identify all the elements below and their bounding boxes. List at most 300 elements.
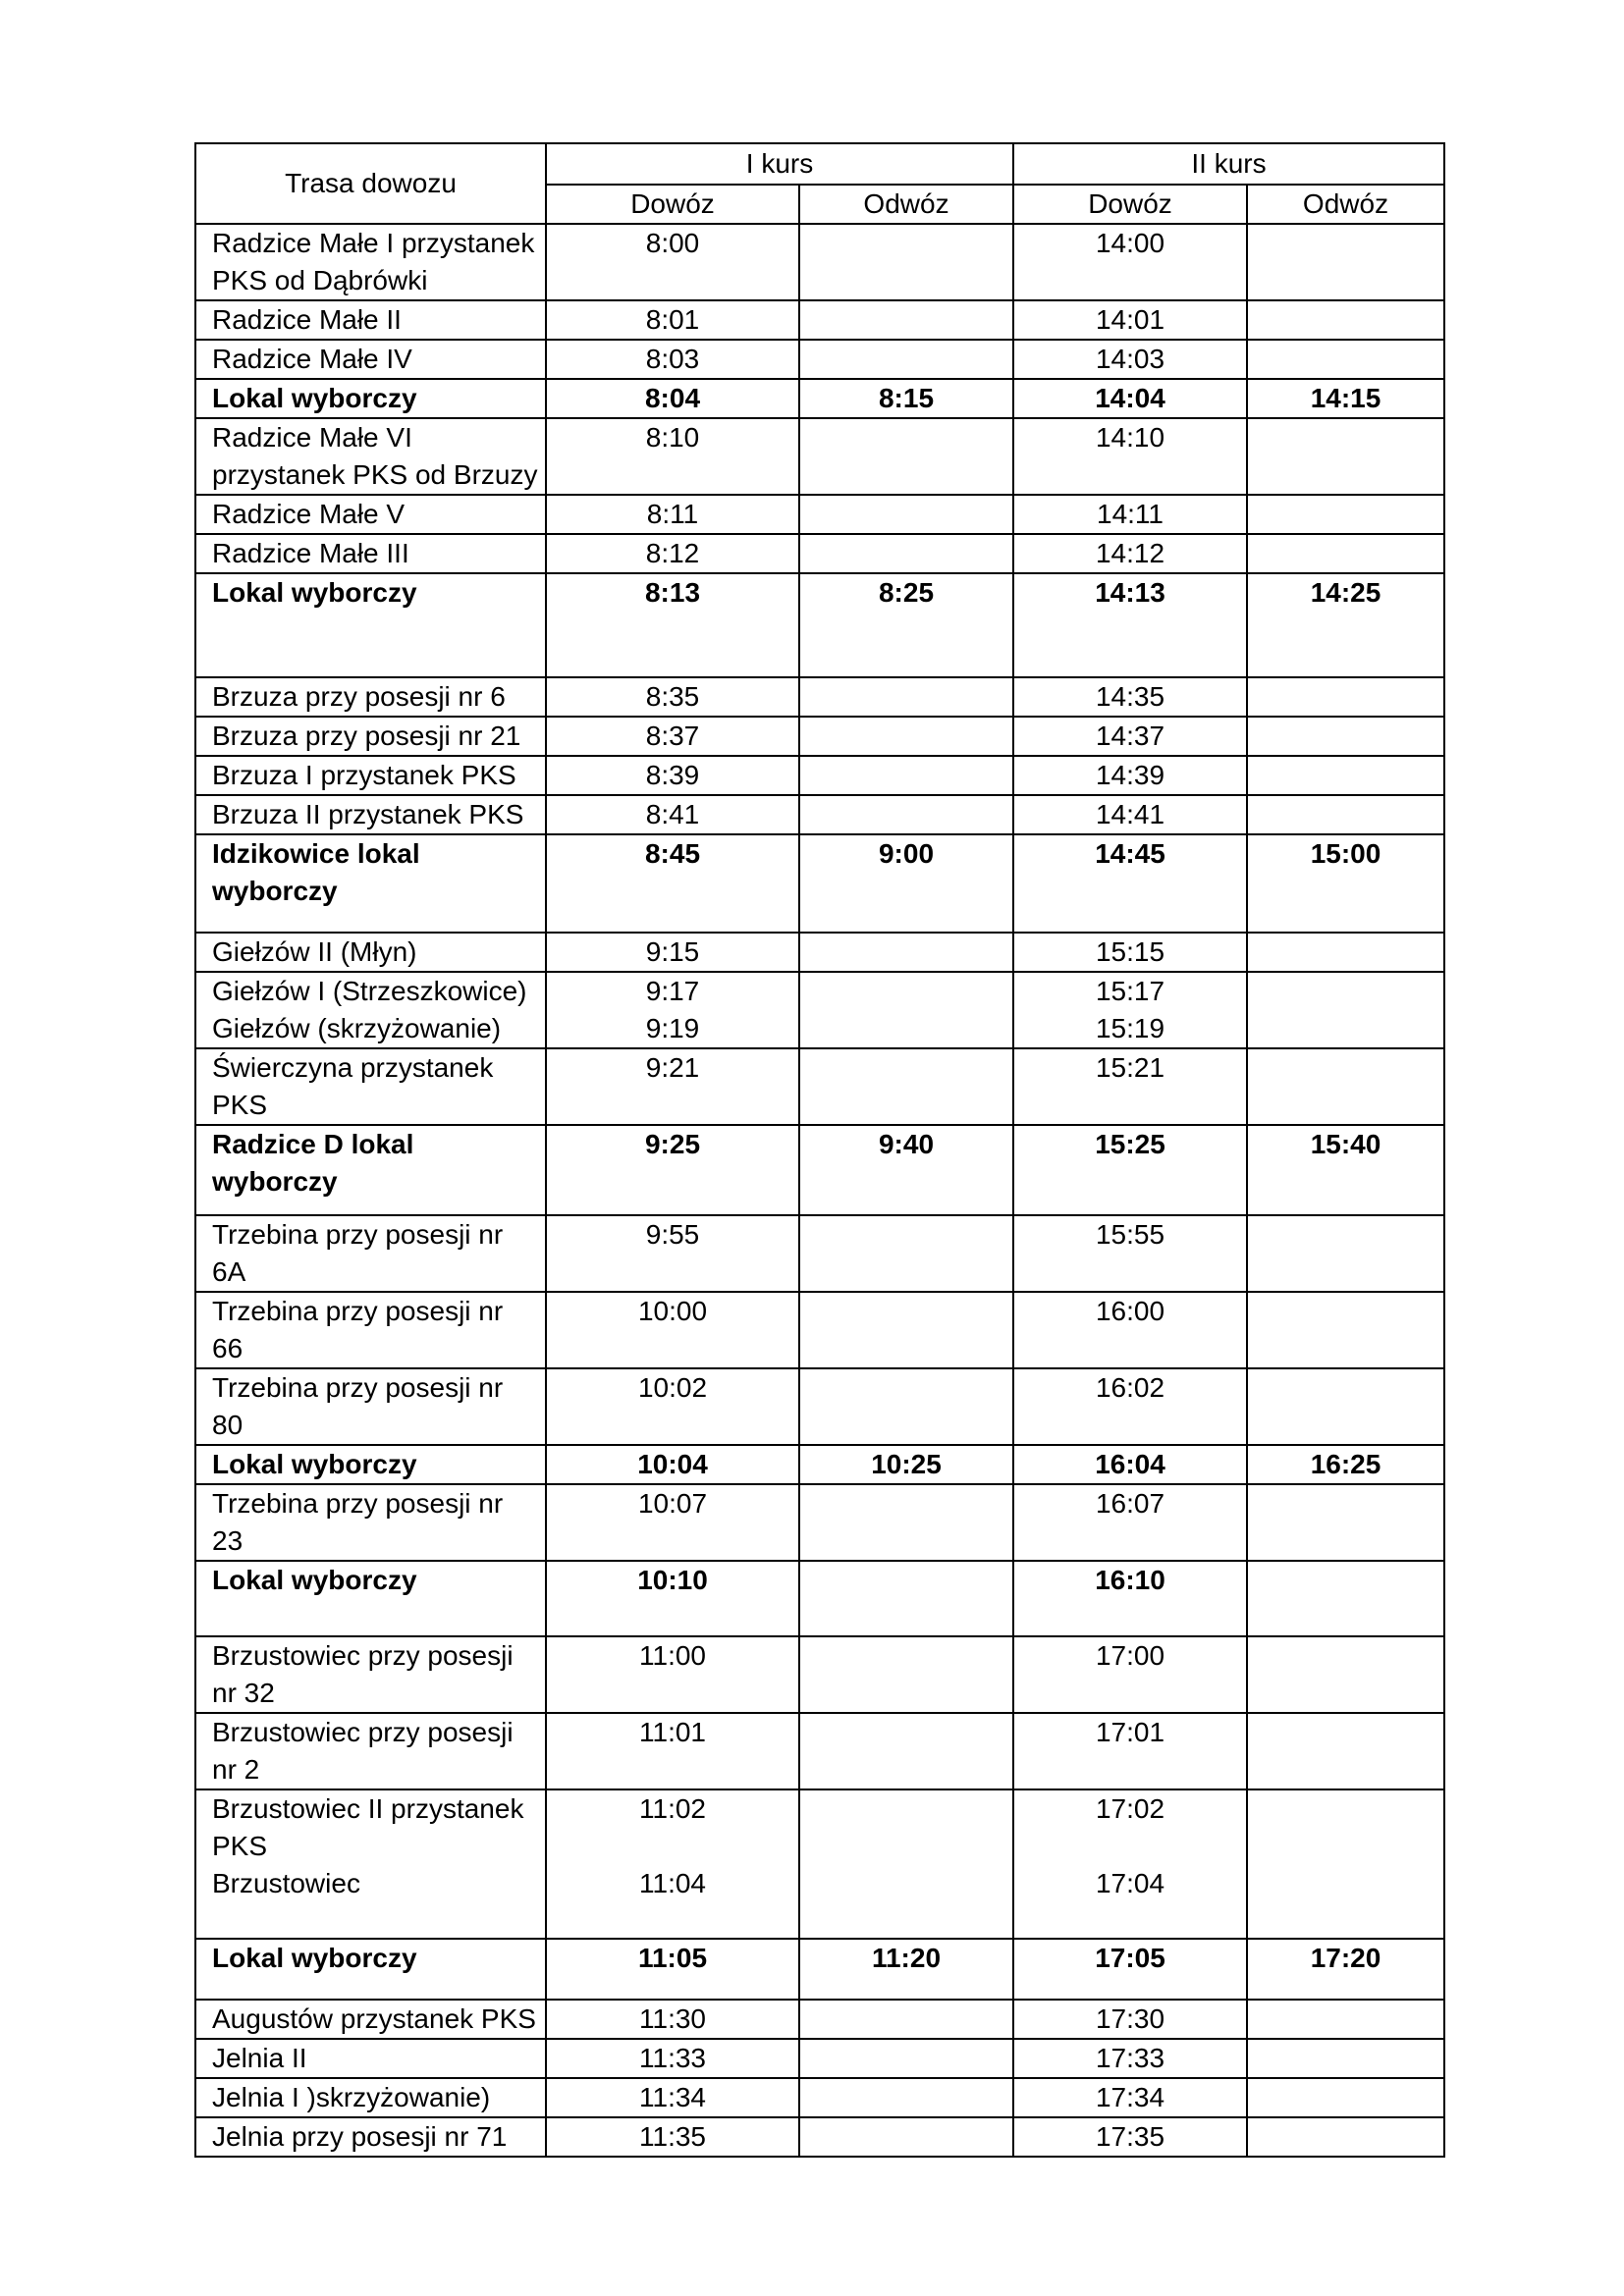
cell-line: 11:34: [639, 2082, 706, 2112]
cell-line: 11:00: [639, 1640, 706, 1671]
table-row: [195, 340, 1444, 379]
cell-line: Giełzów II (Młyn): [212, 936, 417, 967]
course2-dropoff-cell: [1247, 717, 1444, 756]
course2-pickup-cell: [1013, 2117, 1247, 2157]
cell-line: 8:13: [644, 577, 701, 608]
course2-dropoff-cell: [1247, 677, 1444, 717]
course1-pickup-cell: [546, 933, 799, 972]
cell-line: 9:17: [645, 976, 700, 1006]
cell-line: 8:10: [645, 422, 700, 453]
route-cell: [195, 677, 546, 717]
cell-line: Brzuza I przystanek PKS: [212, 760, 516, 790]
course1-dropoff-cell: [799, 1292, 1013, 1368]
cell-line: 10:00: [637, 1296, 708, 1326]
cell-line: 16:00: [1095, 1296, 1165, 1326]
route-cell: [195, 756, 546, 795]
cell-line: 10:04: [637, 1449, 708, 1479]
cell-line: 14:04: [1095, 383, 1165, 413]
cell-line: 15:17: [1095, 976, 1165, 1006]
course2-dropoff-cell: [1247, 2039, 1444, 2078]
course2-pickup-cell: [1013, 573, 1247, 677]
cell-line: 17:01: [1095, 1717, 1165, 1747]
cell-line: 9:21: [645, 1052, 700, 1083]
course1-pickup-cell: [546, 224, 799, 300]
cell-line: 16:02: [1095, 1372, 1165, 1403]
table-row: [195, 1561, 1444, 1636]
cell-line: 15:21: [1095, 1052, 1165, 1083]
course2-pickup-cell: [1013, 972, 1247, 1048]
table-row: [195, 972, 1444, 1048]
route-cell: [195, 1125, 546, 1215]
cell-line: 14:10: [1095, 422, 1165, 453]
cell-line: 8:15: [878, 383, 935, 413]
cell-line: 14:12: [1095, 538, 1165, 568]
course1-pickup-cell: [546, 2000, 799, 2039]
course2-dropoff-cell: [1247, 340, 1444, 379]
course1-pickup-cell: [546, 379, 799, 418]
cell-line: 14:39: [1095, 760, 1165, 790]
course1-dropoff-cell: [799, 534, 1013, 573]
course2-dropoff-cell: [1247, 2117, 1444, 2157]
course2-pickup-cell: [1013, 1292, 1247, 1368]
cell-line: 11:05: [637, 1943, 708, 1973]
cell-line: Radzice Małe IV: [212, 344, 412, 374]
course2-pickup-cell: [1013, 1445, 1247, 1484]
route-cell: [195, 2117, 546, 2157]
course2-pickup-cell: [1013, 1713, 1247, 1789]
course1-pickup-cell: [546, 1368, 799, 1445]
course1-pickup-cell: [546, 756, 799, 795]
cell-line: 14:00: [1095, 228, 1165, 258]
cell-line: 10:10: [637, 1565, 708, 1595]
course2-dropoff-cell: [1247, 1368, 1444, 1445]
cell-line: Świerczyna przystanek: [212, 1052, 494, 1083]
cell-line: 16:10: [1095, 1565, 1165, 1595]
course2-dropoff-cell: [1247, 534, 1444, 573]
course1-dropoff-cell: [799, 379, 1013, 418]
course1-dropoff-cell: [799, 795, 1013, 834]
cell-line: Brzuza przy posesji nr 21: [212, 721, 521, 751]
cell-line: Lokal wyborczy: [212, 383, 417, 413]
course1-pickup-cell: [546, 1445, 799, 1484]
cell-line: 10:07: [637, 1488, 708, 1519]
course2-header: II kurs: [1013, 143, 1444, 185]
course2-pickup-cell: [1013, 418, 1247, 495]
course2-dropoff-cell: [1247, 1939, 1444, 2000]
cell-line: przystanek PKS od Brzuzy: [212, 459, 538, 490]
course2-dropoff-cell: [1247, 756, 1444, 795]
route-cell: [195, 1292, 546, 1368]
cell-line: 8:35: [645, 681, 700, 712]
course1-dropoff-cell: [799, 573, 1013, 677]
table-row: [195, 2078, 1444, 2117]
course1-dropoff-cell: [799, 1789, 1013, 1939]
cell-line: 14:37: [1095, 721, 1165, 751]
cell-line: 15:15: [1095, 936, 1165, 967]
cell-line: 15:00: [1310, 838, 1381, 869]
cell-line: 16:04: [1095, 1449, 1165, 1479]
course1-pickup-header: Dowóz: [546, 185, 799, 224]
route-cell: [195, 1561, 546, 1636]
cell-line: Brzustowiec przy posesji: [212, 1717, 514, 1747]
course2-dropoff-cell: [1247, 1789, 1444, 1939]
table-row: [195, 379, 1444, 418]
cell-line: 14:11: [1097, 499, 1164, 529]
cell-line: Lokal wyborczy: [212, 1449, 417, 1479]
course2-dropoff-cell: [1247, 1636, 1444, 1713]
cell-line: 15:40: [1310, 1129, 1381, 1159]
course2-pickup-header: Dowóz: [1013, 185, 1247, 224]
course1-pickup-cell: [546, 1939, 799, 2000]
course2-pickup-cell: [1013, 300, 1247, 340]
cell-line: 11:02: [639, 1793, 706, 1824]
cell-line: 14:45: [1095, 838, 1165, 869]
cell-line: 16:07: [1095, 1488, 1165, 1519]
course1-dropoff-cell: [799, 2117, 1013, 2157]
course1-pickup-cell: [546, 1561, 799, 1636]
course2-dropoff-cell: [1247, 1561, 1444, 1636]
course1-dropoff-cell: [799, 495, 1013, 534]
course2-pickup-cell: [1013, 379, 1247, 418]
table-row: [195, 1789, 1444, 1939]
route-cell: [195, 1368, 546, 1445]
route-cell: [195, 1789, 546, 1939]
cell-line: Radzice Małe V: [212, 499, 406, 529]
cell-line: Brzustowiec: [212, 1868, 360, 1898]
cell-line: 11:20: [871, 1943, 942, 1973]
cell-line: 11:35: [639, 2121, 706, 2152]
course2-pickup-cell: [1013, 224, 1247, 300]
cell-line: Brzustowiec przy posesji: [212, 1640, 514, 1671]
course2-pickup-cell: [1013, 534, 1247, 573]
cell-line: 8:01: [645, 304, 700, 335]
cell-line: 14:41: [1095, 799, 1165, 829]
cell-line: Brzuza II przystanek PKS: [212, 799, 524, 829]
course1-pickup-cell: [546, 972, 799, 1048]
cell-line: 6A: [212, 1256, 246, 1287]
cell-line: 14:03: [1095, 344, 1165, 374]
course1-dropoff-cell: [799, 418, 1013, 495]
course1-dropoff-cell: [799, 834, 1013, 933]
cell-line: 11:01: [639, 1717, 706, 1747]
course1-dropoff-cell: [799, 1368, 1013, 1445]
cell-line: 17:02: [1095, 1793, 1165, 1824]
cell-line: [547, 1828, 798, 1865]
cell-line: 17:00: [1095, 1640, 1165, 1671]
cell-line: Trzebina przy posesji nr: [212, 1372, 504, 1403]
cell-line: 8:37: [645, 721, 700, 751]
course1-pickup-cell: [546, 534, 799, 573]
course1-pickup-cell: [546, 2039, 799, 2078]
course2-pickup-cell: [1013, 1125, 1247, 1215]
table-row: [195, 677, 1444, 717]
table-row: [195, 224, 1444, 300]
course2-pickup-cell: [1013, 677, 1247, 717]
course2-dropoff-cell: [1247, 2000, 1444, 2039]
cell-line: 8:41: [645, 799, 700, 829]
cell-line: PKS: [212, 1831, 268, 1861]
route-cell: [195, 2078, 546, 2117]
course2-dropoff-cell: [1247, 495, 1444, 534]
route-cell: [195, 2000, 546, 2039]
table-row: [195, 2039, 1444, 2078]
cell-line: [1014, 1828, 1246, 1865]
course2-dropoff-cell: [1247, 224, 1444, 300]
table-row: [195, 1636, 1444, 1713]
route-cell: [195, 1713, 546, 1789]
table-row: [195, 495, 1444, 534]
cell-line: wyborczy: [212, 876, 338, 906]
route-cell: [195, 834, 546, 933]
cell-line: 11:33: [639, 2043, 706, 2073]
course2-dropoff-cell: [1247, 300, 1444, 340]
cell-line: 66: [212, 1333, 244, 1363]
cell-line: Radzice Małe VI: [212, 422, 412, 453]
cell-line: Giełzów (skrzyżowanie): [212, 1013, 502, 1043]
route-cell: [195, 224, 546, 300]
course1-pickup-cell: [546, 1484, 799, 1561]
table-row: [195, 834, 1444, 933]
course2-dropoff-cell: [1247, 573, 1444, 677]
table-row: [195, 2117, 1444, 2157]
course2-pickup-cell: [1013, 933, 1247, 972]
cell-line: 17:20: [1310, 1943, 1381, 1973]
course1-pickup-cell: [546, 1048, 799, 1125]
table-row: [195, 1292, 1444, 1368]
table-row: [195, 1368, 1444, 1445]
cell-line: 14:25: [1310, 577, 1381, 608]
cell-line: Jelnia przy posesji nr 71: [212, 2121, 508, 2152]
cell-line: 8:25: [878, 577, 935, 608]
course2-pickup-cell: [1013, 795, 1247, 834]
course2-dropoff-cell: [1247, 1445, 1444, 1484]
course1-dropoff-cell: [799, 1125, 1013, 1215]
course1-dropoff-cell: [799, 756, 1013, 795]
course2-pickup-cell: [1013, 834, 1247, 933]
table-row: [195, 300, 1444, 340]
course1-pickup-cell: [546, 1713, 799, 1789]
cell-line: nr 32: [212, 1678, 275, 1708]
header-row-top: [195, 143, 1444, 185]
course2-pickup-cell: [1013, 1215, 1247, 1292]
course1-dropoff-cell: [799, 2078, 1013, 2117]
table-row: [195, 2000, 1444, 2039]
course2-pickup-cell: [1013, 756, 1247, 795]
cell-line: 9:00: [878, 838, 935, 869]
cell-line: Trzebina przy posesji nr: [212, 1488, 504, 1519]
route-cell: [195, 1048, 546, 1125]
course2-dropoff-cell: [1247, 1125, 1444, 1215]
cell-line: Brzustowiec II przystanek: [212, 1793, 524, 1824]
course2-dropoff-cell: [1247, 1713, 1444, 1789]
cell-line: 8:39: [645, 760, 700, 790]
course2-dropoff-cell: [1247, 1048, 1444, 1125]
route-cell: [195, 717, 546, 756]
course2-pickup-cell: [1013, 340, 1247, 379]
route-cell: [195, 534, 546, 573]
table-row: [195, 418, 1444, 495]
route-cell: [195, 1484, 546, 1561]
route-cell: [195, 1636, 546, 1713]
course1-pickup-cell: [546, 340, 799, 379]
cell-line: 8:04: [644, 383, 701, 413]
cell-line: 11:04: [639, 1868, 706, 1898]
course2-dropoff-cell: [1247, 2078, 1444, 2117]
cell-line: Jelnia II: [212, 2043, 307, 2073]
course2-dropoff-cell: [1247, 795, 1444, 834]
course2-pickup-cell: [1013, 717, 1247, 756]
course2-dropoff-cell: [1247, 418, 1444, 495]
course1-pickup-cell: [546, 1125, 799, 1215]
course1-dropoff-cell: [799, 2039, 1013, 2078]
course1-header: I kurs: [546, 143, 1013, 185]
course1-pickup-cell: [546, 677, 799, 717]
cell-line: 9:19: [645, 1013, 700, 1043]
cell-line: Idzikowice lokal: [212, 838, 420, 869]
cell-line: 15:55: [1095, 1219, 1165, 1250]
table-row: [195, 1939, 1444, 2000]
course1-dropoff-header: Odwóz: [799, 185, 1013, 224]
cell-line: 8:00: [645, 228, 700, 258]
course1-dropoff-cell: [799, 972, 1013, 1048]
course2-dropoff-header: Odwóz: [1247, 185, 1444, 224]
course1-dropoff-cell: [799, 1713, 1013, 1789]
course1-dropoff-cell: [799, 1215, 1013, 1292]
course2-pickup-cell: [1013, 1939, 1247, 2000]
course2-dropoff-cell: [1247, 1292, 1444, 1368]
course1-pickup-cell: [546, 2117, 799, 2157]
course1-pickup-cell: [546, 1215, 799, 1292]
schedule-body: [195, 224, 1444, 2157]
cell-line: 10:25: [871, 1449, 942, 1479]
table-row: [195, 1445, 1444, 1484]
cell-line: 9:15: [645, 936, 700, 967]
cell-line: PKS: [212, 1090, 268, 1120]
course2-dropoff-cell: [1247, 933, 1444, 972]
course1-dropoff-cell: [799, 717, 1013, 756]
cell-line: 9:25: [644, 1129, 701, 1159]
route-cell: [195, 2039, 546, 2078]
course2-dropoff-cell: [1247, 1215, 1444, 1292]
cell-line: 17:30: [1095, 2003, 1165, 2034]
cell-line: nr 2: [212, 1754, 260, 1785]
course1-pickup-cell: [546, 795, 799, 834]
route-cell: [195, 300, 546, 340]
cell-line: 17:33: [1095, 2043, 1165, 2073]
cell-line: Jelnia I )skrzyżowanie): [212, 2082, 491, 2112]
cell-line: 14:01: [1095, 304, 1165, 335]
cell-line: 8:03: [645, 344, 700, 374]
route-cell: [195, 418, 546, 495]
cell-line: 8:11: [646, 499, 699, 529]
course1-dropoff-cell: [799, 677, 1013, 717]
course2-pickup-cell: [1013, 1484, 1247, 1561]
course2-pickup-cell: [1013, 1561, 1247, 1636]
course1-pickup-cell: [546, 1636, 799, 1713]
route-cell: [195, 795, 546, 834]
cell-line: Lokal wyborczy: [212, 1943, 417, 1973]
course2-pickup-cell: [1013, 1636, 1247, 1713]
schedule-table: [194, 142, 1445, 2158]
course2-pickup-cell: [1013, 2078, 1247, 2117]
cell-line: Trzebina przy posesji nr: [212, 1219, 504, 1250]
cell-line: 16:25: [1310, 1449, 1381, 1479]
cell-line: 14:15: [1310, 383, 1381, 413]
course1-pickup-cell: [546, 418, 799, 495]
course2-dropoff-cell: [1247, 834, 1444, 933]
course2-pickup-cell: [1013, 2039, 1247, 2078]
route-cell: [195, 379, 546, 418]
course1-pickup-cell: [546, 2078, 799, 2117]
course1-dropoff-cell: [799, 1939, 1013, 2000]
course1-pickup-cell: [546, 573, 799, 677]
course2-dropoff-cell: [1247, 1484, 1444, 1561]
cell-line: 15:19: [1095, 1013, 1165, 1043]
course1-dropoff-cell: [799, 224, 1013, 300]
cell-line: Trzebina przy posesji nr: [212, 1296, 504, 1326]
course2-dropoff-cell: [1247, 379, 1444, 418]
route-cell: [195, 495, 546, 534]
cell-line: 14:35: [1095, 681, 1165, 712]
course1-pickup-cell: [546, 1789, 799, 1939]
cell-line: 17:34: [1095, 2082, 1165, 2112]
route-cell: [195, 340, 546, 379]
table-row: [195, 1125, 1444, 1215]
table-row: [195, 1484, 1444, 1561]
table-row: [195, 933, 1444, 972]
cell-line: 17:35: [1095, 2121, 1165, 2152]
course2-dropoff-cell: [1247, 972, 1444, 1048]
course1-pickup-cell: [546, 495, 799, 534]
table-row: [195, 756, 1444, 795]
table-row: [195, 717, 1444, 756]
cell-line: 80: [212, 1410, 244, 1440]
cell-line: Augustów przystanek PKS: [212, 2003, 536, 2034]
cell-line: Lokal wyborczy: [212, 1565, 417, 1595]
route-cell: [195, 1939, 546, 2000]
course1-dropoff-cell: [799, 340, 1013, 379]
cell-line: PKS od Dąbrówki: [212, 265, 428, 295]
route-header: Trasa dowozu: [195, 143, 546, 224]
route-cell: [195, 1215, 546, 1292]
course2-pickup-cell: [1013, 1368, 1247, 1445]
route-cell: [195, 933, 546, 972]
table-row: [195, 1713, 1444, 1789]
cell-line: Radzice Małe II: [212, 304, 402, 335]
table-row: [195, 795, 1444, 834]
cell-line: Brzuza przy posesji nr 6: [212, 681, 506, 712]
cell-line: 17:05: [1095, 1943, 1165, 1973]
course1-dropoff-cell: [799, 1561, 1013, 1636]
course1-dropoff-cell: [799, 933, 1013, 972]
cell-line: Radzice Małe I przystanek: [212, 228, 535, 258]
cell-line: 10:02: [637, 1372, 708, 1403]
cell-line: 8:45: [644, 838, 701, 869]
table-row: [195, 534, 1444, 573]
table-row: [195, 1048, 1444, 1125]
cell-line: Radzice Małe III: [212, 538, 409, 568]
course2-pickup-cell: [1013, 495, 1247, 534]
cell-line: Giełzów I (Strzeszkowice): [212, 976, 527, 1006]
course1-dropoff-cell: [799, 1445, 1013, 1484]
cell-line: 8:12: [645, 538, 700, 568]
cell-line: 14:13: [1095, 577, 1165, 608]
course2-pickup-cell: [1013, 1789, 1247, 1939]
course2-pickup-cell: [1013, 1048, 1247, 1125]
course1-pickup-cell: [546, 717, 799, 756]
table-row: [195, 1215, 1444, 1292]
route-cell: [195, 1445, 546, 1484]
